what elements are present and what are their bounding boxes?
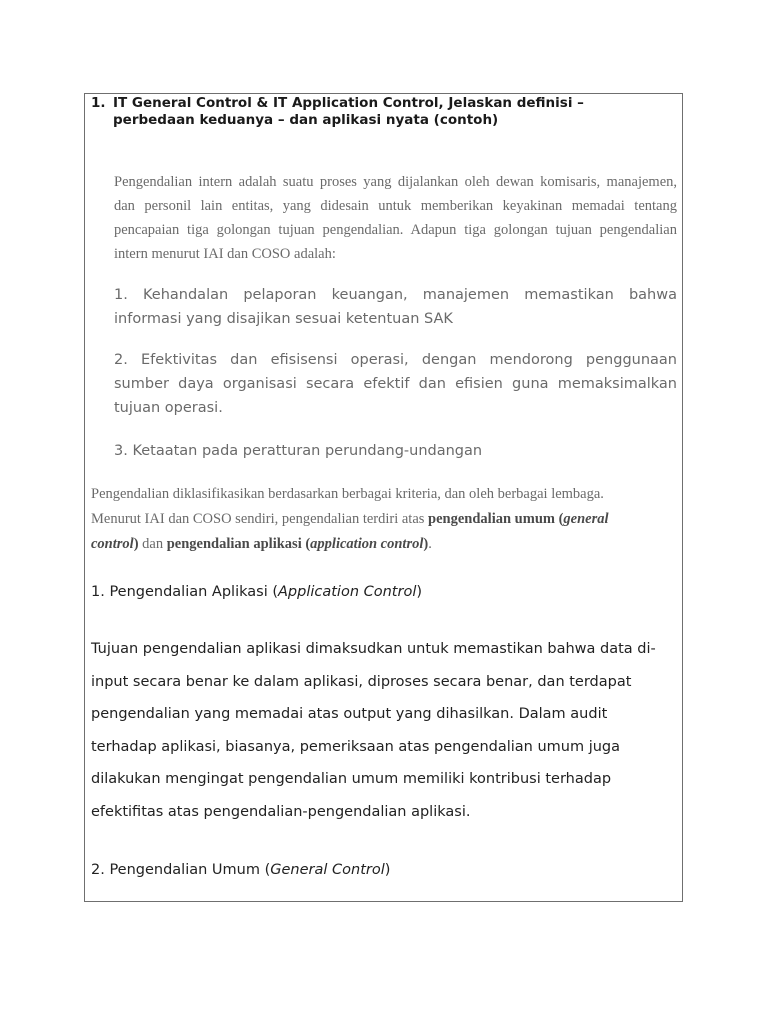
paragraph-line: Tujuan pengendalian aplikasi dimaksudkan untuk memastikan bahwa data di- bbox=[91, 641, 656, 657]
paragraph-line: dilakukan mengingat pengendalian umum memiliki kontribusi terhadap bbox=[91, 771, 612, 787]
classification-line bbox=[91, 507, 636, 532]
classification-paragraph bbox=[91, 482, 636, 557]
paragraph-line: terhadap aplikasi, biasanya, pemeriksaan atas pengendalian umum juga bbox=[91, 738, 621, 755]
section-heading-text: ) bbox=[416, 584, 423, 600]
intro-line: dan personil lain entitas, yang didesain untuk memberikan keyakinan memadai tentang bbox=[114, 198, 677, 214]
classification-bold-text: ) bbox=[423, 536, 429, 552]
objective-line: tujuan operasi. bbox=[114, 400, 223, 416]
application-control-paragraph bbox=[91, 633, 679, 828]
classification-line bbox=[91, 532, 636, 557]
objective-line: 2. Efektivitas dan efisisensi operasi, dengan mendorong penggunaan bbox=[114, 352, 677, 368]
objective-line: 3. Ketaatan pada peratturan perundang-undangan bbox=[114, 443, 483, 459]
classification-bold-text: pengendalian umum ( bbox=[428, 511, 564, 527]
section-heading-text: ) bbox=[384, 862, 391, 878]
paragraph-line: pengendalian yang memadai atas output yang dihasilkan. Dalam audit bbox=[91, 706, 608, 722]
section-heading-application-control bbox=[91, 582, 679, 602]
classification-term: application control bbox=[310, 536, 424, 552]
section-heading-term: Application Control bbox=[278, 584, 417, 600]
classification-text: . bbox=[428, 536, 432, 552]
classification-term: general bbox=[563, 511, 609, 527]
paragraph-line: input secara benar ke dalam aplikasi, diproses secara benar, dan terdapat bbox=[91, 673, 632, 690]
classification-bold-text: pengendalian aplikasi ( bbox=[166, 536, 311, 552]
objective-line: 1. Kehandalan pelaporan keuangan, manajemen memastikan bahwa bbox=[114, 287, 677, 303]
section-heading-general-control bbox=[91, 860, 679, 880]
question-heading-line-2: perbedaan keduanya – dan aplikasi nyata (contoh) bbox=[113, 112, 499, 128]
intro-line: Pengendalian intern adalah suatu proses yang dijalankan oleh dewan komisaris, manajemen, bbox=[114, 174, 677, 190]
objective-line: informasi yang disajikan sesuai ketentuan SAK bbox=[114, 311, 453, 327]
objective-item-2 bbox=[114, 348, 677, 420]
classification-term: control bbox=[91, 536, 134, 552]
classification-bold-text: ) bbox=[133, 536, 139, 552]
intro-paragraph bbox=[114, 170, 677, 266]
section-heading-text: 1. Pengendalian Aplikasi ( bbox=[91, 584, 278, 600]
intro-line: intern menurut IAI dan COSO adalah: bbox=[114, 246, 336, 262]
classification-text: Menurut IAI dan COSO sendiri, pengendalian terdiri atas bbox=[91, 511, 429, 527]
intro-line: pencapaian tiga golongan tujuan pengendalian. Adapun tiga golongan tujuan pengendalian bbox=[114, 222, 677, 238]
section-heading-term: General Control bbox=[270, 862, 385, 878]
question-number: 1. bbox=[91, 95, 106, 111]
section-heading-text: 2. Pengendalian Umum ( bbox=[91, 862, 271, 878]
paragraph-line: efektifitas atas pengendalian-pengendalian aplikasi. bbox=[91, 803, 471, 820]
objective-item-1 bbox=[114, 283, 677, 331]
question-heading-line-1: IT General Control & IT Application Control, Jelaskan definisi – bbox=[113, 95, 584, 111]
objective-line: sumber daya organisasi secara efektif dan efisien guna memaksimalkan bbox=[114, 376, 677, 392]
document-table-cell bbox=[84, 93, 683, 902]
classification-line: Pengendalian diklasifikasikan berdasarkan berbagai kriteria, dan oleh berbagai lembaga. bbox=[91, 486, 604, 502]
classification-text: dan bbox=[138, 536, 167, 552]
objective-item-3 bbox=[114, 439, 677, 463]
